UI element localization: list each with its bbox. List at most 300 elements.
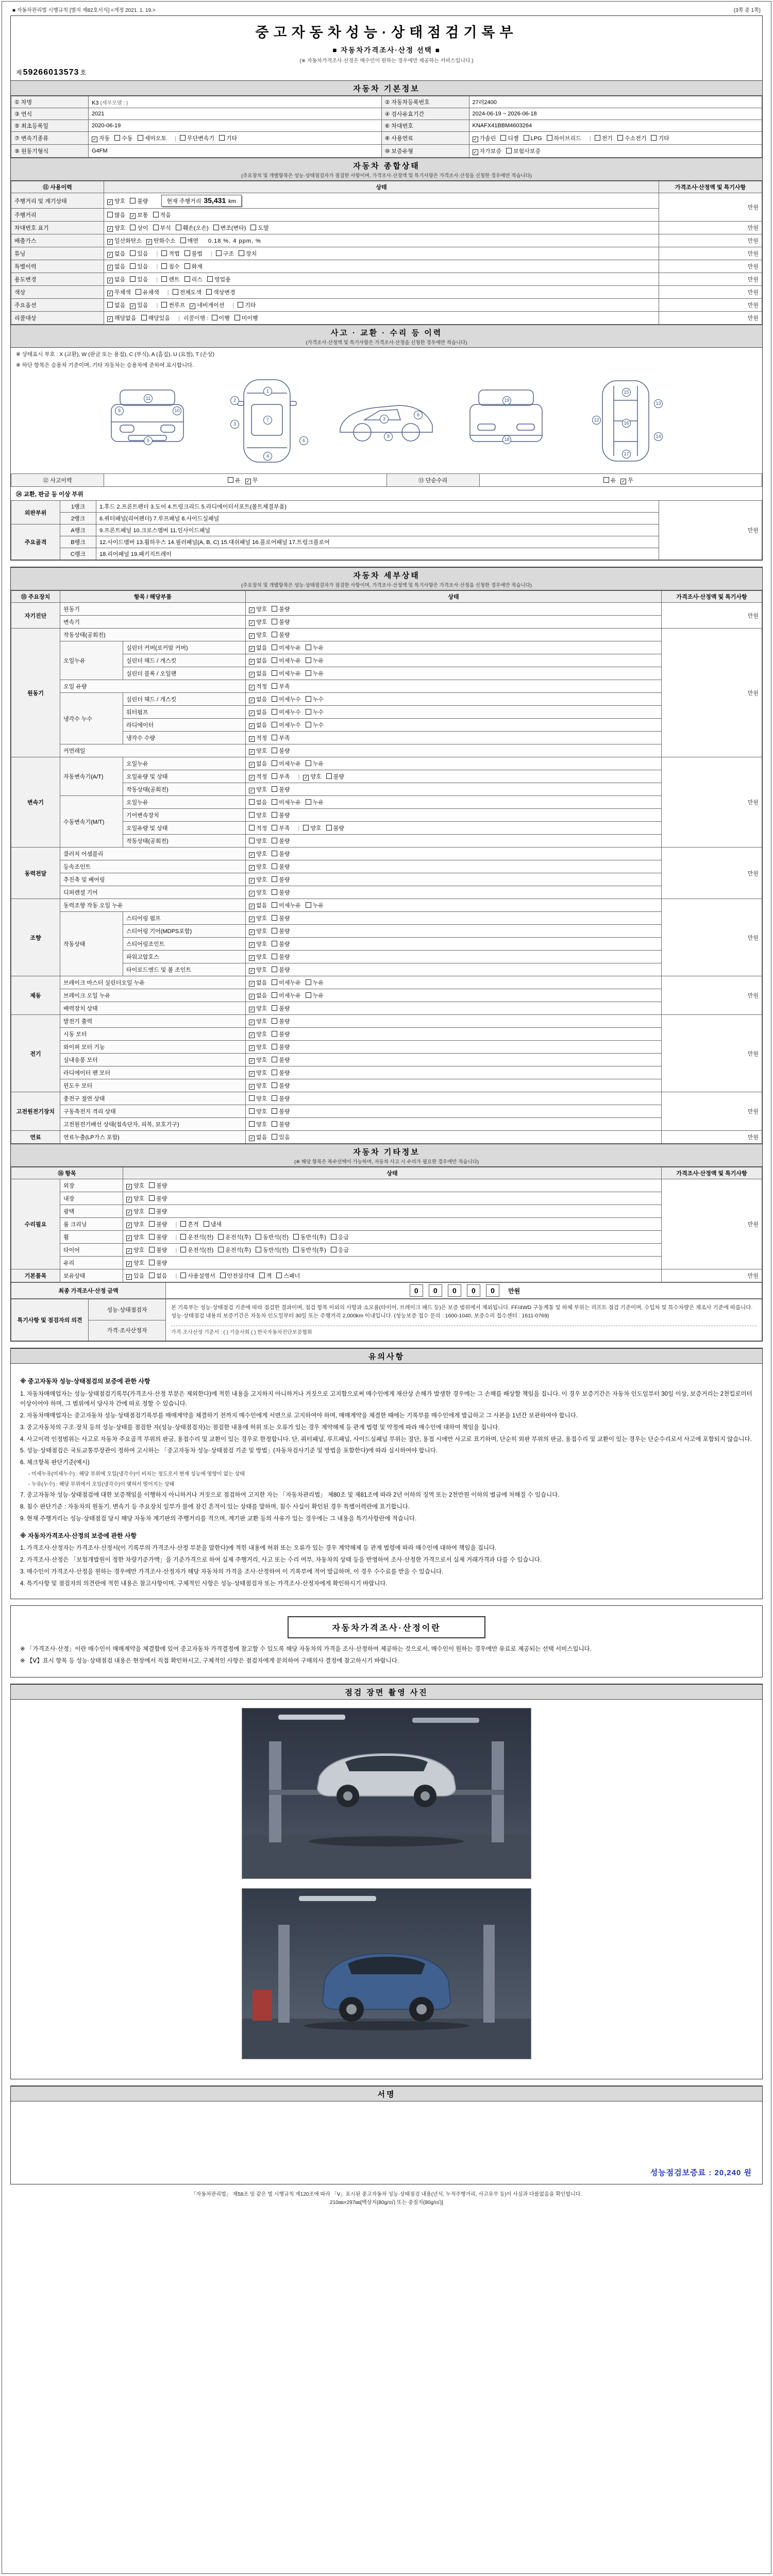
checkbox-양호[interactable] — [126, 1220, 144, 1228]
unchecked-checkbox-icon — [303, 825, 309, 831]
notes-line: 8. 침수 판단기준 : 자동차의 원동기, 변속기 등 주요장치 일부가 물에 잠긴 흔적이 있는 상태를 말하며, 침수 사실이 확인된 경우 특별이력란에 표기합니다. — [20, 1504, 410, 1511]
checkbox-양호[interactable] — [249, 850, 267, 858]
separator: | — [175, 135, 176, 142]
checkbox-양호[interactable] — [249, 1043, 267, 1051]
checkbox-없음[interactable] — [249, 759, 267, 768]
section-box-price-survey-info — [10, 1605, 763, 1677]
unchecked-checkbox-icon — [249, 825, 255, 831]
checkbox-불량[interactable] — [272, 862, 290, 871]
checkbox-불량[interactable] — [149, 1220, 167, 1228]
unchecked-checkbox-icon — [272, 696, 277, 702]
checkbox-불량[interactable] — [272, 850, 290, 858]
checkbox-불량[interactable] — [149, 1246, 167, 1254]
checkbox-누수[interactable] — [306, 708, 324, 716]
checkbox-색상변경[interactable] — [206, 288, 236, 296]
checkbox-누유[interactable] — [306, 798, 324, 806]
checkbox-label: 양호 — [256, 941, 267, 947]
checkbox-탄화수소[interactable] — [146, 236, 176, 245]
checkbox-양호[interactable] — [249, 618, 267, 626]
checkbox-label: 없음 — [256, 1134, 267, 1141]
checkbox-양호[interactable] — [249, 875, 267, 884]
field-label-inspection-valid: ④ 검사유효기간 — [381, 108, 469, 120]
checkbox-디젤[interactable] — [500, 134, 518, 142]
checkbox-부족[interactable] — [272, 734, 290, 742]
checkbox-누유[interactable] — [306, 643, 324, 652]
inspection-photo-lift-underbody — [242, 1708, 531, 1879]
checkbox-불량[interactable] — [272, 927, 290, 935]
checkbox-양호[interactable] — [249, 631, 267, 639]
measure-values: 0.18 %, 4 ppm, % — [208, 238, 261, 244]
checkbox-없음[interactable] — [107, 301, 125, 309]
checkbox-동반석(후)[interactable] — [293, 1246, 326, 1254]
table-row — [11, 744, 762, 757]
checked-checkbox-icon — [245, 479, 251, 484]
checkbox-기타[interactable] — [219, 134, 237, 142]
status-cell — [104, 273, 659, 286]
checkbox-label: 불량 — [279, 812, 290, 819]
checkbox-적정[interactable] — [249, 734, 267, 742]
unchecked-checkbox-icon — [180, 1247, 186, 1252]
checkbox-동반석(전)[interactable] — [256, 1246, 289, 1254]
checkbox-변조(변타)[interactable] — [213, 224, 246, 232]
checkbox-label: 양호 — [133, 1196, 145, 1202]
checkbox-label: 적음 — [160, 212, 171, 218]
checkbox-적음[interactable] — [153, 211, 171, 219]
checkbox-불량[interactable] — [272, 888, 290, 896]
checked-checkbox-icon — [107, 226, 113, 232]
checkbox-응급[interactable] — [331, 1246, 349, 1254]
checkbox-label: 있음 — [137, 264, 148, 270]
checkbox-이행[interactable] — [212, 314, 230, 322]
checkbox-매연[interactable] — [180, 236, 198, 245]
checkbox-수소전기[interactable] — [617, 134, 647, 142]
checkbox-양호[interactable] — [249, 1056, 267, 1064]
checkbox-미세누유[interactable] — [272, 669, 301, 677]
checkbox-label: 가솔린 — [479, 135, 496, 142]
checkbox-운전석(전)[interactable] — [180, 1246, 213, 1254]
checkbox-불량[interactable] — [272, 953, 290, 961]
checkbox-무단변속기[interactable] — [180, 134, 214, 142]
field-value-transmission — [89, 132, 382, 145]
status-cell — [246, 951, 662, 963]
checkbox-화재[interactable] — [184, 262, 203, 270]
checkbox-양호[interactable] — [303, 772, 321, 781]
checkbox-무채색[interactable] — [107, 288, 131, 296]
price-basis-note: 가격·조사산정 기준서 : ( ) 기술사회 ( ) 한국자동차진단보증협회 — [171, 1326, 757, 1337]
checkbox-무[interactable] — [245, 476, 258, 484]
checkbox-누유[interactable] — [306, 669, 324, 677]
cell: 작동상태(공회전) — [123, 783, 246, 796]
unchecked-checkbox-icon — [306, 722, 311, 727]
checkbox-양호[interactable] — [249, 965, 267, 974]
checkbox-불량[interactable] — [149, 1207, 167, 1215]
status-cell — [246, 835, 662, 848]
unchecked-checkbox-icon — [272, 1070, 277, 1075]
checkbox-label: 보통 — [137, 212, 148, 218]
checkbox-label: 미세누유 — [279, 903, 301, 909]
table-row — [11, 145, 762, 158]
checkbox-양호[interactable] — [126, 1181, 144, 1190]
checkbox-불량[interactable] — [272, 1056, 290, 1064]
checkbox-없음[interactable] — [107, 275, 125, 283]
status-cell — [123, 1192, 662, 1205]
checked-checkbox-icon — [249, 736, 255, 742]
checkbox-불량[interactable] — [272, 1081, 290, 1090]
checkbox-미세누유[interactable] — [272, 643, 301, 652]
unchecked-checkbox-icon — [138, 135, 143, 141]
photo-list — [11, 1700, 762, 2079]
panel-rank-table — [11, 500, 762, 560]
checkbox-미세누유[interactable] — [272, 759, 301, 768]
checkbox-불량[interactable] — [272, 1094, 290, 1103]
checkbox-렌트[interactable] — [161, 275, 179, 283]
checkbox-양호[interactable] — [249, 747, 267, 755]
checkbox-있음[interactable] — [130, 262, 148, 270]
checkbox-없음[interactable] — [249, 978, 267, 987]
checkbox-네비게이션[interactable] — [190, 301, 224, 309]
checkbox-일산화탄소[interactable] — [107, 236, 142, 245]
unchecked-checkbox-icon — [272, 967, 277, 972]
unchecked-checkbox-icon — [306, 799, 311, 805]
checkbox-적정[interactable] — [249, 824, 267, 832]
checkbox-양호[interactable] — [249, 914, 267, 922]
checkbox-label: 불법 — [191, 251, 203, 257]
checkbox-label: 누유 — [312, 903, 324, 909]
checkbox-있음[interactable] — [126, 1272, 144, 1280]
signature-area[interactable] — [11, 2102, 762, 2184]
checkbox-해당없음[interactable] — [107, 314, 137, 322]
checkbox-누유[interactable] — [306, 759, 324, 768]
checkbox-미세누수[interactable] — [272, 721, 301, 729]
checkbox-양호[interactable] — [249, 1030, 267, 1038]
checkbox-무[interactable] — [620, 476, 633, 484]
checkbox-불량[interactable] — [272, 1107, 290, 1115]
checkbox-보통[interactable] — [130, 211, 148, 219]
checkbox-운전석(후)[interactable] — [218, 1246, 251, 1254]
checkbox-가솔린[interactable] — [473, 134, 496, 142]
checkbox-전체도색[interactable] — [173, 288, 202, 296]
checkbox-냄새[interactable] — [204, 1220, 222, 1228]
checkbox-없음[interactable] — [107, 262, 125, 270]
checkbox-양호[interactable] — [107, 197, 125, 205]
unchecked-checkbox-icon — [276, 1273, 282, 1278]
checkbox-불량[interactable] — [272, 631, 290, 639]
checkbox-불량[interactable] — [272, 875, 290, 884]
cell: 배력장치 상태 — [60, 1002, 246, 1015]
unchecked-checkbox-icon — [239, 250, 244, 256]
checkbox-불량[interactable] — [149, 1233, 167, 1241]
page-title: 중고자동차성능·상태점검기록부 — [255, 25, 518, 40]
checkbox-기타[interactable] — [651, 134, 669, 142]
cell: 실린더 블록 / 오일팬 — [123, 667, 246, 680]
checkbox-있음[interactable] — [130, 249, 148, 258]
checkbox-label: 양호 — [256, 916, 267, 922]
checkbox-불량[interactable] — [272, 747, 290, 755]
checkbox-label: 양호 — [256, 890, 267, 896]
separator: | — [156, 277, 158, 283]
unchecked-checkbox-icon — [524, 135, 529, 141]
checkbox-구조[interactable] — [216, 249, 234, 258]
checkbox-응급[interactable] — [331, 1233, 349, 1241]
checkbox-썬루프[interactable] — [161, 301, 185, 309]
checkbox-운전석(전)[interactable] — [180, 1233, 213, 1241]
table-row — [11, 1179, 762, 1192]
checkbox-불량[interactable] — [272, 940, 290, 948]
table-row — [11, 1002, 762, 1015]
checkbox-양호[interactable] — [249, 1081, 267, 1090]
header-price-remarks: 가격조사·산정액 및 특기사항 — [662, 1167, 762, 1179]
checkbox-사용설명서[interactable] — [180, 1272, 215, 1280]
checkbox-보험사보증[interactable] — [506, 147, 541, 155]
notes-line: 2. 자동차매매업자는 중고자동차 성능·상태점검기록부를 매매계약을 체결하기 전까지 매수인에게 서면으로 고지하여야 하며, 매매계약을 체결한 때에는 기록부를 매수인에게 발급하고 그 사본을 1년간 보관하여야 합니다. — [20, 1413, 578, 1419]
checkbox-양호[interactable] — [249, 953, 267, 961]
checked-checkbox-icon — [473, 137, 478, 142]
checkbox-양호[interactable] — [249, 1069, 267, 1077]
checkbox-있음[interactable] — [272, 1133, 290, 1141]
checkbox-기타[interactable] — [238, 301, 256, 309]
checkbox-불량[interactable] — [272, 1069, 290, 1077]
checkbox-label: 불량 — [279, 851, 290, 857]
table-header-row — [11, 591, 762, 603]
checkbox-불량[interactable] — [272, 1120, 290, 1128]
field-value-year: 2021 — [89, 108, 382, 120]
checkbox-운전석(후)[interactable] — [218, 1233, 251, 1241]
unchecked-checkbox-icon — [272, 722, 277, 727]
checkbox-양호[interactable] — [126, 1233, 144, 1241]
checkbox-양호[interactable] — [126, 1194, 144, 1202]
checkbox-미세누유[interactable] — [272, 901, 301, 909]
table-row — [11, 809, 762, 822]
status-cell — [246, 732, 662, 744]
checkbox-불량[interactable] — [272, 811, 290, 819]
checkbox-적정[interactable] — [249, 682, 267, 690]
checkbox-자가보증[interactable] — [473, 147, 502, 155]
checkbox-하이브리드[interactable] — [547, 134, 581, 142]
checkbox-양호[interactable] — [107, 224, 125, 232]
checkbox-미세누유[interactable] — [272, 978, 301, 987]
checkbox-미세누유[interactable] — [272, 798, 301, 806]
checkbox-불량[interactable] — [272, 837, 290, 845]
checkbox-불량[interactable] — [272, 965, 290, 974]
car-front-outline — [93, 375, 201, 467]
checkbox-부족[interactable] — [272, 772, 290, 781]
status-cell — [246, 1105, 662, 1118]
checkbox-불량[interactable] — [326, 824, 344, 832]
checkbox-label: 없음 — [256, 671, 267, 677]
cell: 라디에이터 — [123, 719, 246, 732]
checkbox-불량[interactable] — [272, 1030, 290, 1038]
section-header-etc-info: 자동차 기타정보 (※ 해당 항목은 복수선택이 가능하며, 자동차 사고 시 수리가 필요한 경우에만 적습니다) — [11, 1144, 762, 1167]
status-cell — [104, 312, 659, 325]
checkbox-label: 불량 — [279, 1083, 290, 1089]
checkbox-불량[interactable] — [272, 618, 290, 626]
checked-checkbox-icon — [249, 917, 255, 922]
checkbox-흔적[interactable] — [180, 1220, 198, 1228]
checkbox-미세누수[interactable] — [272, 695, 301, 703]
checkbox-미세누수[interactable] — [272, 708, 301, 716]
checked-checkbox-icon — [126, 1261, 132, 1267]
field-value-vin: KNAFX41BBM4603264 — [469, 120, 762, 132]
checkbox-자동[interactable] — [92, 134, 110, 142]
checkbox-label: 불량 — [279, 928, 290, 935]
checkbox-미세누유[interactable] — [272, 656, 301, 665]
unchecked-checkbox-icon — [216, 250, 222, 256]
checkbox-양호[interactable] — [249, 1094, 267, 1103]
checkbox-label: 누수 — [312, 709, 324, 716]
checkbox-스패너[interactable] — [276, 1272, 300, 1280]
checkbox-불량[interactable] — [149, 1194, 167, 1202]
checkbox-부족[interactable] — [272, 824, 290, 832]
status-cell — [104, 299, 659, 312]
unchecked-checkbox-icon — [161, 302, 167, 308]
detail-condition-table — [11, 590, 762, 1144]
checkbox-없음[interactable] — [249, 901, 267, 909]
checkbox-label: 누수 — [312, 697, 324, 703]
checkbox-부식[interactable] — [153, 224, 171, 232]
cell: 고전원전기배선 상태(접속단자, 피복, 보호기구) — [60, 1118, 246, 1131]
status-cell — [246, 693, 662, 706]
cell: 원동기 — [60, 603, 246, 616]
checkbox-양호[interactable] — [249, 927, 267, 935]
checkbox-label: 있음 — [137, 277, 148, 283]
checkbox-장치[interactable] — [239, 249, 257, 258]
checkbox-불법[interactable] — [184, 249, 203, 258]
checkbox-불량[interactable] — [272, 914, 290, 922]
checked-checkbox-icon — [249, 775, 255, 781]
cell: 변속기 — [11, 757, 60, 848]
checkbox-label: 불량 — [279, 1044, 290, 1050]
checkbox-불량[interactable] — [130, 197, 148, 205]
checkbox-잭[interactable] — [259, 1272, 272, 1280]
price-cell: 만원 — [662, 1015, 762, 1092]
checkbox-불량[interactable] — [326, 772, 344, 781]
checkbox-동반석(후)[interactable] — [293, 1233, 326, 1241]
passenger-car-legend: ※ 하단 항목은 승용차 기준이며, 기타 자동차는 승용차에 준하여 표시합니다. — [16, 362, 194, 368]
checkbox-양호[interactable] — [249, 605, 267, 613]
cell: 1.후드 2.프론트펜더 3.도어 4.트렁크리드 5.라디에이터서포트(볼트체결부품) — [96, 501, 659, 513]
checkbox-없음[interactable] — [249, 1133, 267, 1141]
checkbox-해당있음[interactable] — [141, 314, 171, 322]
checkbox-양호[interactable] — [249, 1017, 267, 1025]
cell: 휠 — [60, 1231, 123, 1244]
checkbox-영업용[interactable] — [207, 275, 231, 283]
checkbox-많음[interactable] — [107, 211, 125, 219]
header-status: 상태 — [104, 181, 659, 193]
checkbox-없음[interactable] — [249, 708, 267, 716]
checkbox-불량[interactable] — [149, 1259, 167, 1267]
unchecked-checkbox-icon — [326, 773, 332, 779]
checked-checkbox-icon — [473, 149, 478, 155]
checkbox-label: 운전석(전) — [188, 1247, 214, 1253]
checkbox-도말[interactable] — [250, 224, 268, 232]
checkbox-누유[interactable] — [306, 901, 324, 909]
checkbox-불량[interactable] — [272, 1043, 290, 1051]
checkbox-누수[interactable] — [306, 695, 324, 703]
checkbox-양호[interactable] — [249, 888, 267, 896]
final-price-label: 최종 가격조사·산정 금액 — [11, 1283, 166, 1299]
checkbox-누유[interactable] — [306, 978, 324, 987]
checkbox-누수[interactable] — [306, 721, 324, 729]
checkbox-적정[interactable] — [249, 772, 267, 781]
checkbox-불량[interactable] — [272, 1017, 290, 1025]
checkbox-불량[interactable] — [272, 785, 290, 793]
checkbox-있음[interactable] — [130, 301, 148, 309]
checkbox-양호[interactable] — [249, 1120, 267, 1128]
checkbox-리스[interactable] — [184, 275, 203, 283]
checkbox-미세누유[interactable] — [272, 991, 301, 999]
checked-checkbox-icon — [249, 685, 255, 690]
checkbox-없음[interactable] — [249, 798, 267, 806]
checkbox-label: 잭 — [266, 1273, 272, 1279]
checkbox-세미오토[interactable] — [138, 134, 167, 142]
checkbox-양호[interactable] — [249, 837, 267, 845]
checkbox-상이[interactable] — [130, 224, 148, 232]
checkbox-없음[interactable] — [249, 695, 267, 703]
checkbox-수동[interactable] — [114, 134, 132, 142]
checkbox-양호[interactable] — [249, 811, 267, 819]
checkbox-훼손(오손)[interactable] — [176, 224, 209, 232]
checkbox-양호[interactable] — [249, 1107, 267, 1115]
checkbox-양호[interactable] — [126, 1246, 144, 1254]
checkbox-유채색[interactable] — [136, 288, 159, 296]
checkbox-누유[interactable] — [306, 991, 324, 999]
checkbox-안전삼각대[interactable] — [220, 1272, 255, 1280]
table-row — [11, 234, 762, 247]
checkbox-양호[interactable] — [249, 785, 267, 793]
checkbox-없음[interactable] — [149, 1272, 167, 1280]
checkbox-양호[interactable] — [126, 1259, 144, 1267]
checkbox-양호[interactable] — [126, 1207, 144, 1215]
checkbox-동반석(전)[interactable] — [256, 1233, 289, 1241]
status-cell — [246, 886, 662, 899]
checkbox-누유[interactable] — [306, 656, 324, 665]
checkbox-양호[interactable] — [249, 1004, 267, 1012]
section-header-photos: 점검 장면 촬영 사진 — [11, 1684, 762, 1700]
checkbox-불량[interactable] — [272, 1004, 290, 1012]
checkbox-유[interactable] — [603, 476, 616, 484]
unchecked-checkbox-icon — [149, 1221, 155, 1227]
checkbox-양호[interactable] — [303, 824, 321, 832]
checkbox-양호[interactable] — [249, 940, 267, 948]
checkbox-label: 양호 — [256, 606, 267, 613]
checkbox-LPG[interactable] — [524, 135, 542, 142]
checkbox-적법[interactable] — [161, 249, 179, 258]
checkbox-침수[interactable] — [161, 262, 179, 270]
checked-checkbox-icon — [126, 1197, 132, 1202]
checkbox-label: 미세누유 — [279, 761, 301, 767]
checkbox-불량[interactable] — [149, 1181, 167, 1190]
checkbox-없음[interactable] — [249, 669, 267, 677]
checkbox-부족[interactable] — [272, 682, 290, 690]
checkbox-label: 부족 — [279, 735, 290, 741]
checkbox-없음[interactable] — [249, 643, 267, 652]
checkbox-전기[interactable] — [595, 134, 613, 142]
checkbox-없음[interactable] — [249, 991, 267, 999]
checkbox-양호[interactable] — [249, 862, 267, 871]
checkbox-없음[interactable] — [249, 656, 267, 665]
table-row — [11, 989, 762, 1002]
checkbox-없음[interactable] — [249, 721, 267, 729]
checkbox-있음[interactable] — [130, 275, 148, 283]
checkbox-없음[interactable] — [107, 249, 125, 258]
checkbox-유[interactable] — [228, 476, 241, 484]
price-cell: 만원 — [662, 899, 762, 976]
table-row — [11, 1131, 762, 1144]
unchecked-checkbox-icon — [256, 1247, 261, 1252]
status-cell — [246, 757, 662, 770]
checkbox-불량[interactable] — [272, 605, 290, 613]
checkbox-미이행[interactable] — [234, 314, 258, 322]
